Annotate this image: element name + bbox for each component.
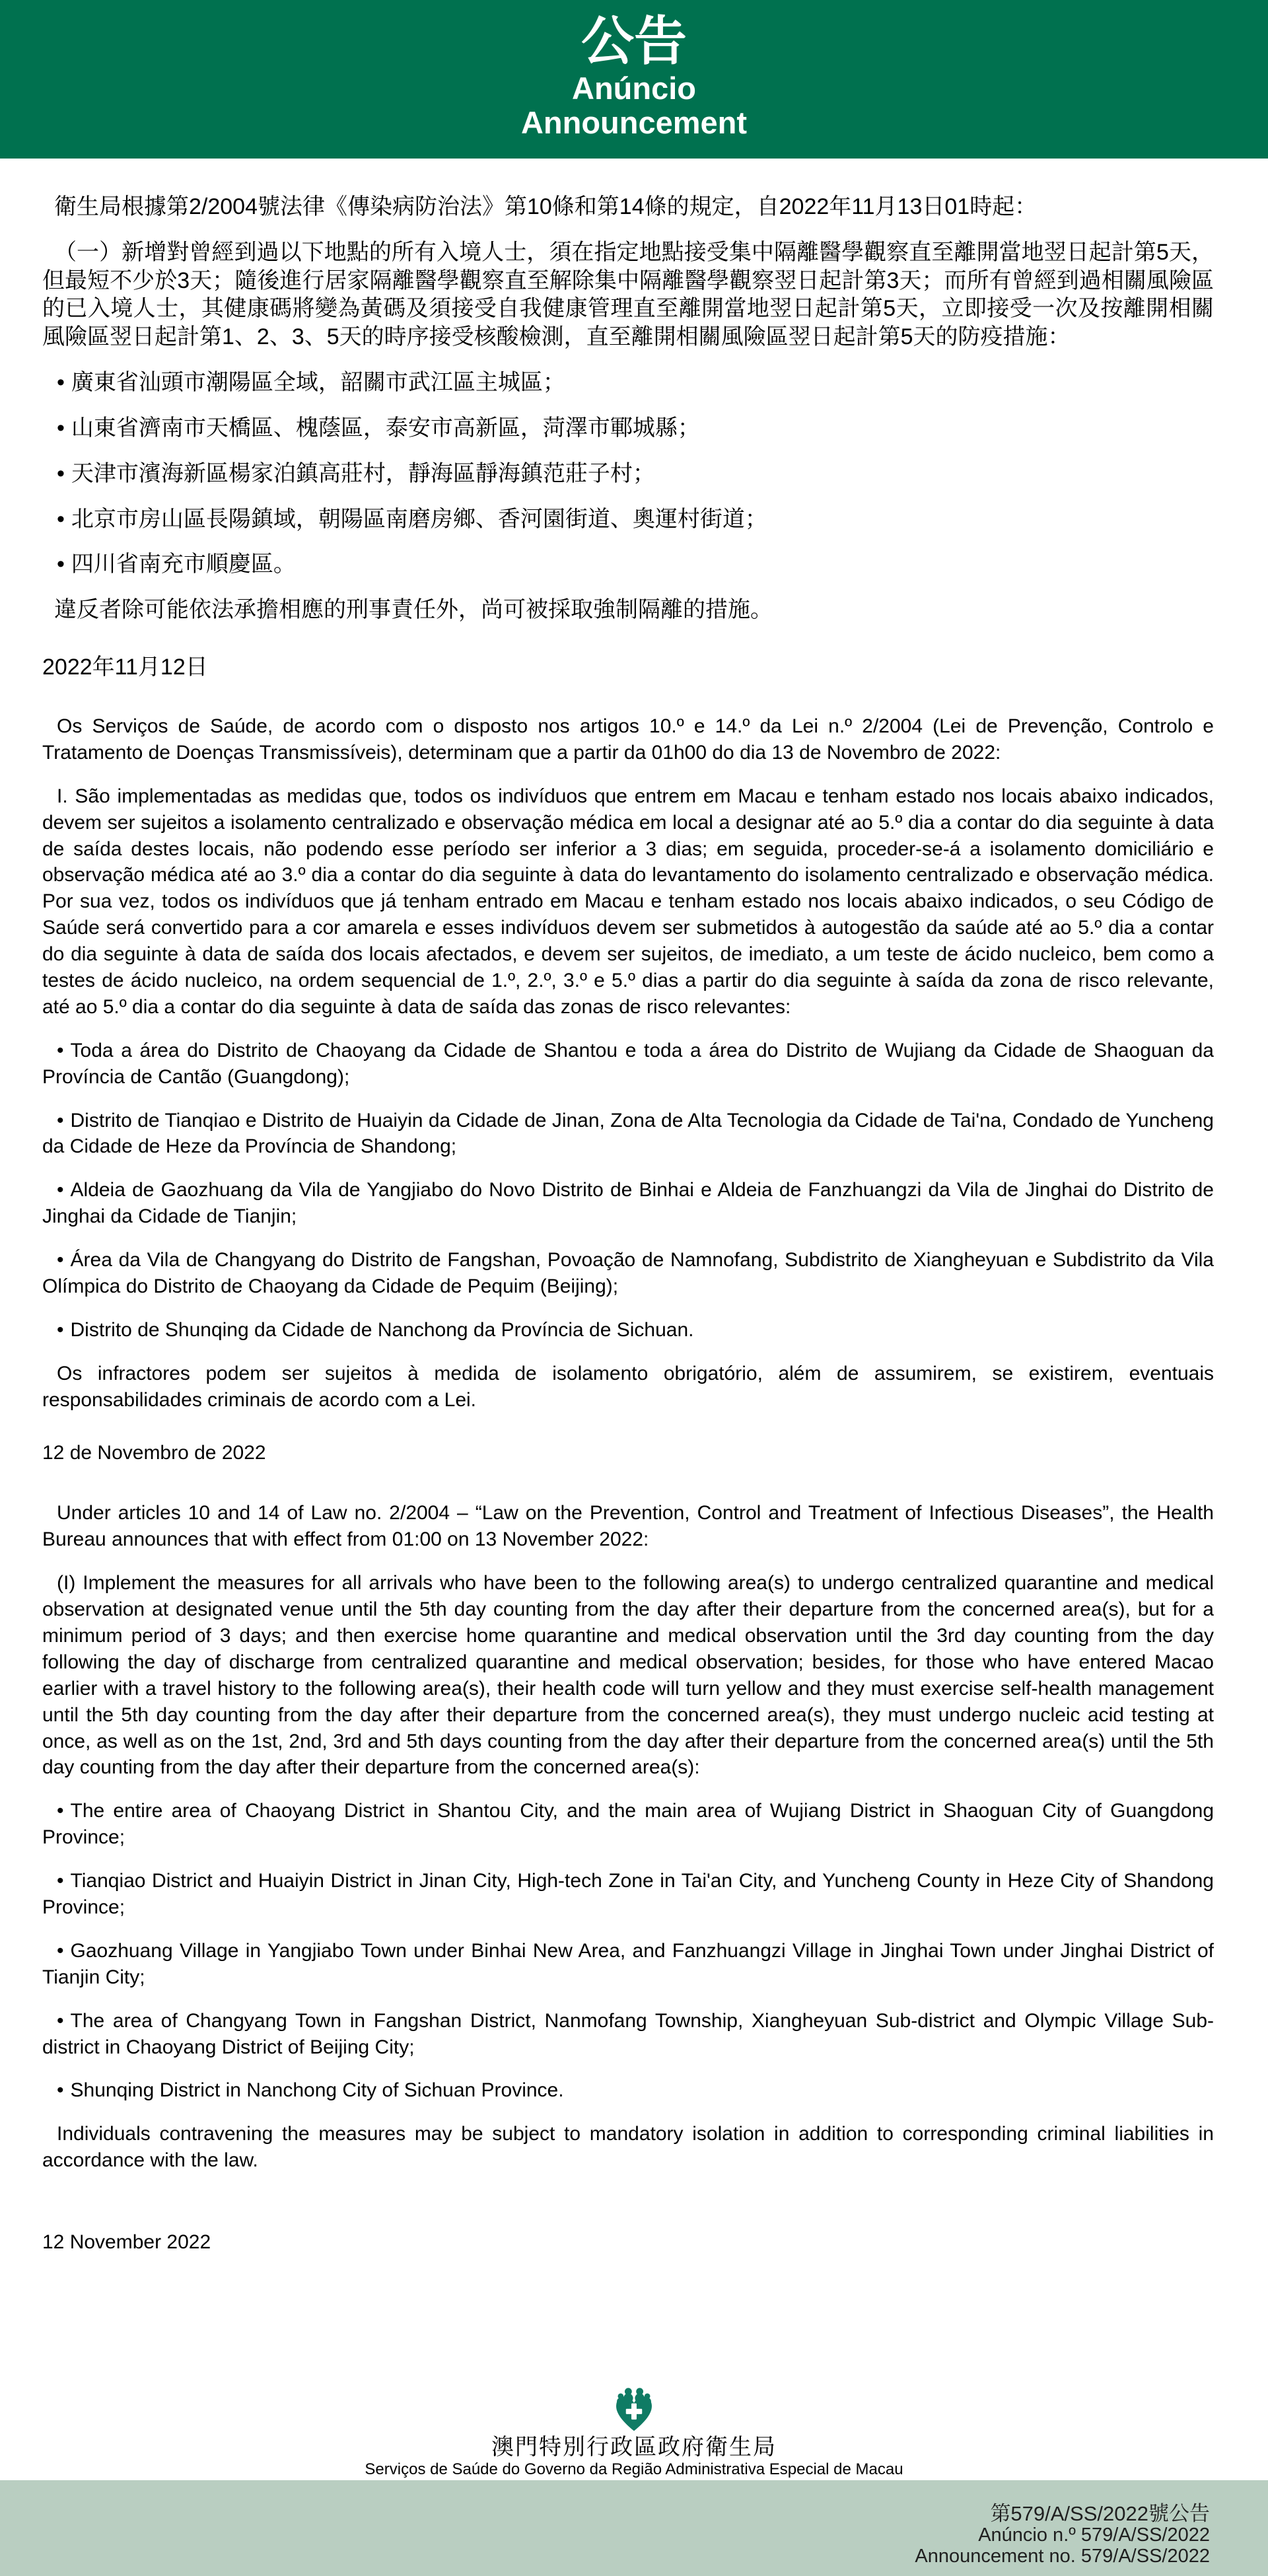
list-item — [42, 1108, 1214, 1161]
announcement-number-en: Announcement no. 579/A/SS/2022 — [915, 2545, 1210, 2567]
page-title-pt: Anúncio — [572, 70, 696, 106]
pt-area-1: Toda a área do Distrito de Chaoyang da Cidade de Shantou e toda a área do Distrito de Wujiang da Cidade de Shaoguan da Província de Cantão (Guangdong); — [42, 1039, 1214, 1088]
health-bureau-logo-icon — [610, 2386, 658, 2433]
en-area-4: The area of Changyang Town in Fangshan District, Nanmofang Township, Xiangheyuan Sub-district and Olympic Village Sub-district in Chaoyang District of Beijing City; — [42, 2009, 1214, 2058]
pt-area-5: Distrito de Shunqing da Cidade de Nanchong da Província de Sichuan. — [70, 1318, 694, 1341]
org-name-pt: Serviços de Saúde do Governo da Região Administrativa Especial de Macau — [365, 2460, 903, 2479]
bullet-icon: • — [57, 370, 65, 396]
bullet-icon: • — [57, 1870, 64, 1892]
bullet-icon: • — [57, 1109, 64, 1131]
list-item — [42, 1247, 1214, 1300]
list-item — [42, 1868, 1214, 1921]
pt-area-4: Área da Vila de Changyang do Distrito de Fangshan, Povoação de Namnofang, Subdistrito de Xiangheyuan e Subdistrito da Vila Olímpica do Distrito de Chaoyang da Cidade de Pequim (Beijing); — [42, 1249, 1214, 1297]
pt-intro-paragraph: Os Serviços de Saúde, de acordo com o disposto nos artigos 10.º e 14.º da Lei n.º 2/2004 (Lei de Prevenção, Controlo e Tratamento de Doenças Transmissíveis), determinam que a partir da 01h00 do dia 13 de Novembro de 2022: — [42, 715, 1214, 764]
en-area-1: The entire area of Chaoyang District in Shantou City, and the main area of Wujiang District in Shaoguan City of Guangdong Province; — [42, 1800, 1214, 1849]
zh-intro-paragraph: 衛生局根據第2/2004號法律《傳染病防治法》第10條和第14條的規定，自2022年11月13日01時起： — [54, 194, 1038, 219]
list-item — [42, 2008, 1214, 2061]
section-chinese — [42, 193, 1214, 682]
bullet-icon: • — [57, 506, 65, 532]
org-name-zh: 澳門特別行政區政府衛生局 — [491, 2435, 777, 2460]
bullet-icon: • — [57, 1318, 64, 1341]
bullet-icon: • — [57, 552, 65, 577]
list-item — [42, 414, 1214, 443]
pt-area-3: Aldeia de Gaozhuang da Vila de Yangjiabo do Novo Distrito de Binhai e Aldeia de Fanzhuangzi da Vila de Jinghai do Distrito de Jinghai da Cidade de Tianjin; — [42, 1179, 1214, 1228]
list-item — [42, 1317, 1214, 1343]
zh-area-4: 北京市房山區長陽鎮域，朝陽區南磨房鄉、香河園街道、奧運村街道； — [71, 506, 767, 532]
en-area-5: Shunqing District in Nanchong City of Sichuan Province. — [70, 2079, 564, 2102]
list-item — [42, 460, 1214, 488]
list-item — [42, 1798, 1214, 1851]
en-penalty-paragraph: Individuals contravening the measures may be subject to mandatory isolation in addition to corresponding criminal liabilities in accordance with the law. — [42, 2123, 1214, 2172]
en-area-2: Tianqiao District and Huaiyin District in Jinan City, High-tech Zone in Tai'an City, and Yuncheng County in Heze City of Shandong Province; — [42, 1870, 1214, 1918]
bullet-icon: • — [57, 2079, 64, 2102]
list-item — [42, 1177, 1214, 1230]
document-body — [0, 159, 1268, 2386]
pt-measures-paragraph: I. São implementadas as medidas que, todos os indivíduos que entrem em Macau e tenham estado nos locais abaixo indicados, devem ser sujeitos a isolamento centralizado e observação médica em local a designar até ao 5.º dia a contar do dia seguinte à data de saída destes locais, não podendo esse período ser inferior a 3 dias; em seguida, proceder-se-á a isolamento domiciliário e observação médica até ao 3.º dia a contar do dia seguinte à data do levantamento do isolamento centralizado e observação médica. Por sua vez, todos os indivíduos que já tenham entrado em Macau e tenham estado nos locais abaixo indicados, o seu Código de Saúde será convertido para a cor amarela e esses indivíduos devem ser submetidos à autogestão da saúde até ao 5.º dia a contar do dia seguinte à data de saída dos locais afectados, e devem ser sujeitos, de imediato, a um teste de ácido nucleico, bem como a testes de ácido nucleico, na ordem sequencial de 1.º, 2.º, 3.º e 5.º dias a partir do dia seguinte à saída da zona de risco relevante, até ao 5.º dia a contar do dia seguinte à data de saída das zonas de risco relevantes: — [42, 785, 1214, 1018]
list-item — [42, 1938, 1214, 1991]
zh-date: 2022年11月12日 — [42, 655, 208, 680]
bullet-icon: • — [57, 1939, 64, 1962]
en-intro-paragraph: Under articles 10 and 14 of Law no. 2/2004 – “Law on the Prevention, Control and Treatment of Infectious Diseases”, the Health Bureau announces that with effect from 01:00 on 13 November 2022: — [42, 1502, 1214, 1551]
zh-measures-paragraph: （一）新增對曾經到過以下地點的所有入境人士，須在指定地點接受集中隔離醫學觀察直至離開當地翌日起計第5天，但最短不少於3天；隨後進行居家隔離醫學觀察直至解除集中隔離醫學觀察翌日起計第3天；而所有曾經到過相關風險區的已入境人士，其健康碼將變為黃碼及須接受自我健康管理直至離開當地翌日起計第5天，立即接受一次及按離開相關風險區翌日起計第1、2、3、5天的時序接受核酸檢測，直至離開相關風險區翌日起計第5天的防疫措施： — [42, 239, 1214, 350]
bullet-icon: • — [57, 460, 65, 486]
list-item — [42, 550, 1214, 579]
en-measures-paragraph: (I) Implement the measures for all arrivals who have been to the following area(s) to undergo centralized quarantine and medical observation at designated venue until the 5th day counting from the day after their departure from the concerned area(s), but for a minimum period of 3 days; and then exercise home quarantine and medical observation until the 3rd day counting from the day following the day of discharge from centralized quarantine and medical observation; besides, for those who have entered Macao earlier with a travel history to the following area(s), their health code will turn yellow and they must exercise self-health management until the 5th day counting from the day after their departure from the concerned area(s), they must undergo nucleic acid testing at once, as well as on the 1st, 2nd, 3rd and 5th days counting from the day after their departure from the concerned area(s) until the 5th day counting from the day after their departure from the concerned area(s): — [42, 1572, 1214, 1779]
page-title-zh: 公告 — [581, 12, 687, 71]
zh-area-3: 天津市濱海新區楊家泊鎮高莊村，靜海區靜海鎮范莊子村； — [71, 460, 655, 486]
announcement-number-pt: Anúncio n.º 579/A/SS/2022 — [978, 2524, 1210, 2546]
zh-penalty-paragraph: 違反者除可能依法承擔相應的刑事責任外，尚可被採取強制隔離的措施。 — [54, 597, 773, 623]
pt-area-2: Distrito de Tianqiao e Distrito de Huaiyin da Cidade de Jinan, Zona de Alta Tecnologia da Cidade de Tai'na, Condado de Yuncheng da Cidade de Heze da Província de Shandong; — [42, 1109, 1214, 1158]
zh-area-2: 山東省濟南市天橋區、槐蔭區，泰安市高新區，菏澤市鄆城縣； — [71, 415, 700, 441]
bullet-icon: • — [57, 1249, 64, 1271]
list-item — [42, 2077, 1214, 2104]
list-item — [42, 369, 1214, 397]
bullet-icon: • — [57, 2009, 64, 2032]
section-portuguese — [42, 713, 1214, 1466]
header-banner — [0, 0, 1268, 159]
announcement-number-band — [0, 2480, 1268, 2576]
footer-org-block — [0, 2386, 1268, 2480]
bullet-icon: • — [57, 415, 65, 441]
en-date: 12 November 2022 — [42, 2231, 211, 2254]
bullet-icon: • — [57, 1800, 64, 1822]
zh-area-1: 廣東省汕頭市潮陽區全域，韶關市武江區主城區； — [71, 370, 565, 396]
bullet-icon: • — [57, 1179, 64, 1201]
section-english — [42, 1500, 1214, 2256]
zh-area-5: 四川省南充市順慶區。 — [71, 552, 296, 577]
bullet-icon: • — [57, 1039, 64, 1061]
announcement-number-zh: 第579/A/SS/2022號公告 — [990, 2502, 1210, 2525]
pt-date: 12 de Novembro de 2022 — [42, 1441, 266, 1464]
en-area-3: Gaozhuang Village in Yangjiabo Town under Binhai New Area, and Fanzhuangzi Village in Jinghai Town under Jinghai District of Tianjin City; — [42, 1939, 1214, 1988]
list-item — [42, 505, 1214, 534]
list-item — [42, 1038, 1214, 1091]
page-title-en: Announcement — [520, 105, 748, 141]
pt-penalty-paragraph: Os infractores podem ser sujeitos à medida de isolamento obrigatório, além de assumirem, se existirem, eventuais responsabilidades criminais de acordo com a Lei. — [42, 1362, 1214, 1411]
